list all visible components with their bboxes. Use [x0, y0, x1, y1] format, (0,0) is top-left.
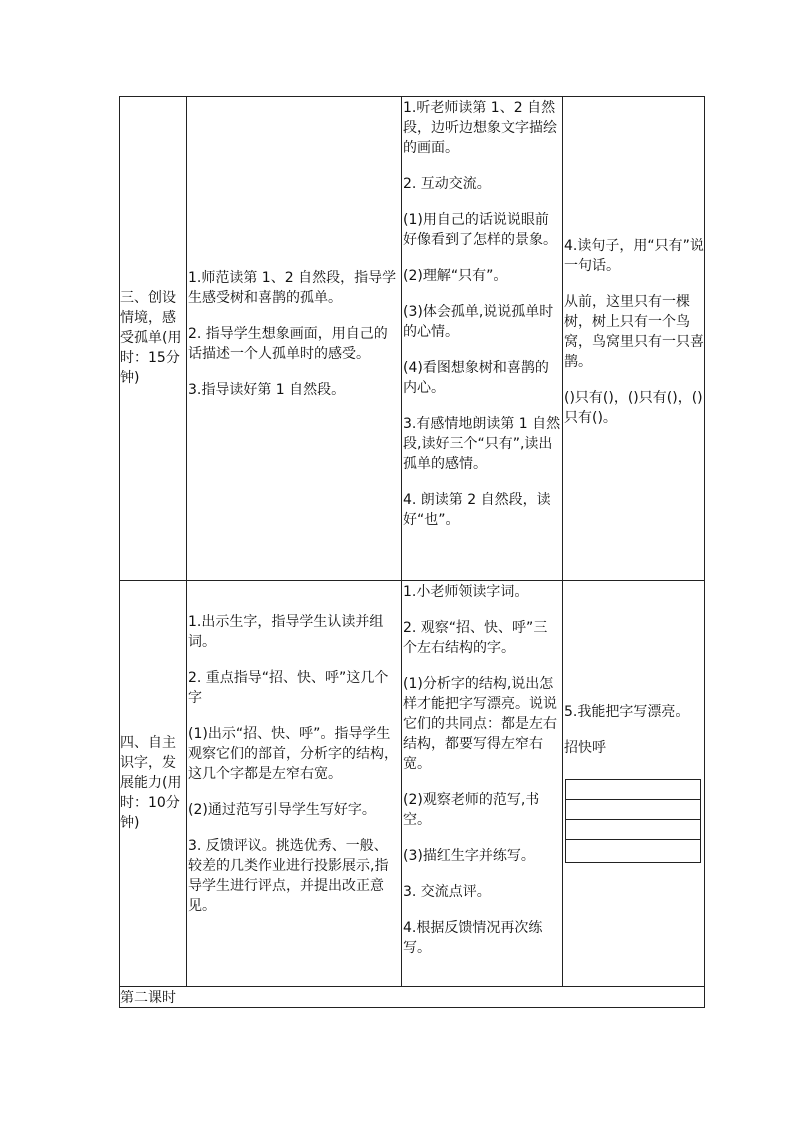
student-step: (2)理解“只有”。	[403, 268, 508, 284]
student-step: (3)体会孤单,说说孤单时的心情。	[403, 304, 554, 340]
teacher-step: (2)通过范写引导学生写好字。	[188, 802, 376, 818]
practice-item: 从前，这里只有一棵树，树上只有一个鸟窝，鸟窝里只有一只喜鹊。	[564, 294, 704, 370]
student-activity-cell	[403, 98, 561, 530]
practice-cell	[564, 702, 704, 758]
grid-row	[566, 780, 700, 800]
teacher-step: 3. 反馈评议。挑选优秀、一般、较差的几类作业进行投影展示,指导学生进行评点，并提出改正意见。	[188, 838, 389, 914]
student-step: 2. 观察“招、快、呼”三个左右结构的字。	[403, 620, 548, 656]
row-divider	[119, 580, 705, 581]
student-step: (1)分析字的结构,说出怎样才能把字写漂亮。说说它们的共同点：都是左右结构，都要写得左窄右宽。	[403, 676, 557, 772]
column-divider	[186, 96, 187, 986]
student-activity-cell	[403, 582, 561, 958]
table-border-top	[119, 96, 705, 97]
teacher-step: 2. 指导学生想象画面，用自己的话描述一个人孤单时的感受。	[188, 326, 388, 362]
student-step: 3. 交流点评。	[403, 884, 491, 900]
student-step: (3)描红生字并练写。	[403, 848, 535, 864]
footer-cell	[120, 988, 704, 1008]
student-step: 1.小老师领读字词。	[403, 584, 529, 600]
table-border-left	[119, 96, 120, 1008]
table-border-right	[704, 96, 705, 1008]
student-step: 4. 朗读第 2 自然段，读好“也”。	[403, 492, 551, 528]
teacher-step: 2. 重点指导“招、快、呼”这几个字	[188, 670, 389, 706]
column-divider	[401, 96, 402, 986]
stage-label: 四、自主识字，发展能力(用时：10分钟)	[120, 735, 182, 831]
stage-label: 三、创设情境，感受孤单(用时：15分钟)	[120, 290, 182, 386]
row-divider	[119, 986, 705, 987]
teacher-step: 1.师范读第 1、2 自然段，指导学生感受树和喜鹊的孤单。	[188, 270, 397, 306]
teacher-step: (1)出示“招、快、呼”。指导学生观察它们的部首，分析字的结构，这几个字都是左窄右宽。	[188, 726, 398, 782]
teacher-activity-cell	[188, 268, 400, 400]
practice-item: ()只有()，()只有()，()只有()。	[564, 390, 703, 426]
teacher-step: 1.出示生字，指导学生认读并组词。	[188, 614, 384, 650]
grid-row	[566, 800, 700, 820]
grid-row	[566, 840, 700, 859]
student-step: 1.听老师读第 1、2 自然段，边听边想象文字描绘的画面。	[403, 100, 557, 156]
grid-row	[566, 820, 700, 840]
student-step: (4)看图想象树和喜鹊的内心。	[403, 360, 549, 396]
student-step: 4.根据反馈情况再次练写。	[403, 920, 543, 956]
column-divider	[562, 96, 563, 986]
stage-cell	[120, 733, 186, 833]
section-label: 第二课时	[120, 990, 176, 1006]
teacher-step: 3.指导读好第 1 自然段。	[188, 382, 346, 398]
stage-cell	[120, 288, 186, 388]
practice-char-row: 招快呼	[564, 740, 606, 756]
student-step: 2. 互动交流。	[403, 176, 491, 192]
student-step: (2)观察老师的范写,书空。	[403, 792, 540, 828]
lesson-plan-table	[119, 96, 705, 1008]
practice-item: 5.我能把字写漂亮。	[564, 704, 690, 720]
student-step: 3.有感情地朗读第 1 自然段,读好三个“只有”,读出孤单的感情。	[403, 416, 561, 472]
student-step: (1)用自己的话说说眼前好像看到了怎样的景象。	[403, 212, 557, 248]
teacher-activity-cell	[188, 612, 400, 916]
practice-item: 4.读句子，用“只有”说一句话。	[564, 238, 704, 274]
writing-practice-grid	[565, 779, 701, 863]
practice-cell	[564, 236, 704, 428]
